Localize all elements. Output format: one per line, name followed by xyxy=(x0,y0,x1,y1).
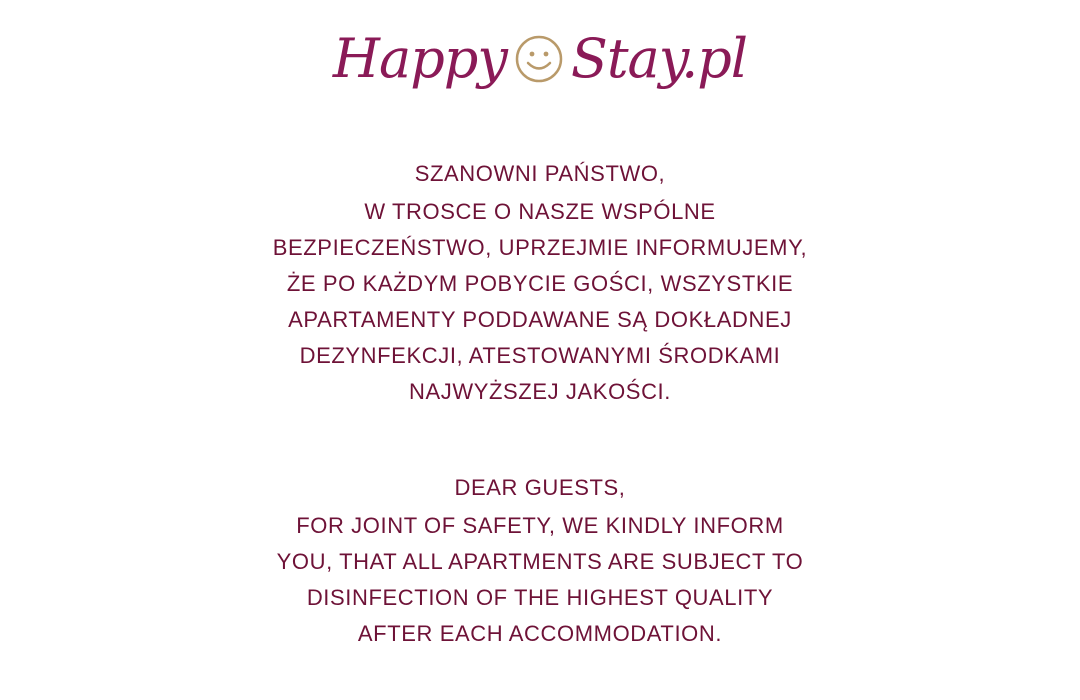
smiley-face-icon xyxy=(513,33,565,85)
notice-english xyxy=(140,470,940,652)
notice-pl-line: NAJWYŻSZEJ JAKOŚCI. xyxy=(409,379,671,404)
brand-logo xyxy=(0,14,1080,104)
logo-text-stay: Stay.pl xyxy=(570,27,748,90)
notice-pl-line: ŻE PO KAŻDYM POBYCIE GOŚCI, WSZYSTKIE xyxy=(286,271,794,296)
notice-en-greeting: DEAR GUESTS, xyxy=(454,475,626,500)
notice-pl-greeting: SZANOWNI PAŃSTWO, xyxy=(414,161,666,186)
notice-pl-line: BEZPIECZEŃSTWO, UPRZEJMIE INFORMUJEMY, xyxy=(272,235,808,260)
notice-pl-line: W TROSCE O NASZE WSPÓLNE xyxy=(364,199,716,224)
notice-en-line: YOU, THAT ALL APARTMENTS ARE SUBJECT TO xyxy=(276,549,804,574)
logo-text-happy: Happy xyxy=(332,27,507,90)
notice-polish xyxy=(140,156,940,410)
notice-pl-line: DEZYNFEKCJI, ATESTOWANYMI ŚRODKAMI xyxy=(299,343,781,368)
notice-pl-line: APARTAMENTY PODDAWANE SĄ DOKŁADNEJ xyxy=(288,307,792,332)
notice-en-line: FOR JOINT OF SAFETY, WE KINDLY INFORM xyxy=(296,513,784,538)
notice-en-line: DISINFECTION OF THE HIGHEST QUALITY xyxy=(306,585,774,610)
notice-en-line: AFTER EACH ACCOMMODATION. xyxy=(357,621,723,646)
